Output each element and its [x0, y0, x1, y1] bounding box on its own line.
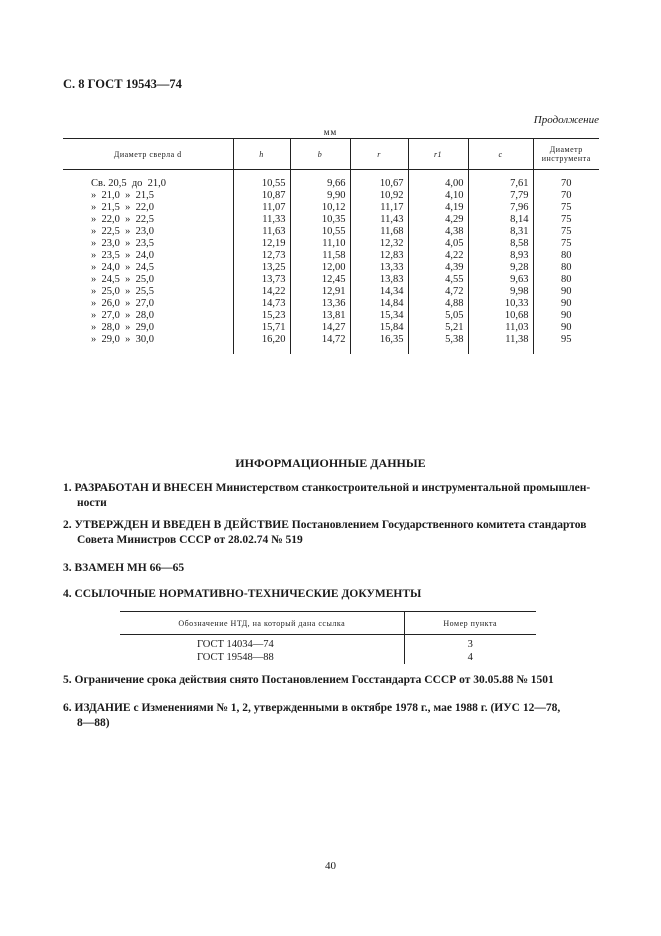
table-cell: 15,34: [350, 310, 408, 322]
table-cell: 13,83: [350, 274, 408, 286]
table-cell: 11,03: [468, 322, 533, 334]
col-header-c: c: [468, 139, 533, 170]
table-row: [63, 214, 599, 226]
col-header-clause: Номер пункта: [404, 612, 536, 635]
table-row: [63, 334, 599, 354]
table-cell: 7,96: [468, 202, 533, 214]
table-cell: 12,73: [233, 250, 290, 262]
info-item-2-line2: Совета Министров СССР от 28.02.74 № 519: [77, 534, 303, 546]
references-table: [120, 611, 536, 664]
table-cell: » 28,0 » 29,0: [91, 322, 154, 333]
table-cell: » 26,0 » 27,0: [91, 298, 154, 309]
table-row: [63, 190, 599, 202]
table-cell: 75: [533, 202, 599, 214]
table-cell: 7,79: [468, 190, 533, 202]
table-cell: 80: [533, 262, 599, 274]
table-row: [63, 310, 599, 322]
table-cell: 11,07: [233, 202, 290, 214]
col-header-document: Обозначение НТД, на который дана ссылка: [120, 612, 404, 635]
table-row: [63, 322, 599, 334]
table-cell: 11,43: [350, 214, 408, 226]
table-cell: » 22,5 » 23,0: [91, 226, 154, 237]
page-header: С. 8 ГОСТ 19543—74: [63, 77, 182, 91]
table-cell: ГОСТ 19548—88: [197, 652, 274, 663]
table-cell: 10,55: [290, 226, 350, 238]
table-cell: 8,58: [468, 238, 533, 250]
table-cell: 15,23: [233, 310, 290, 322]
table-cell: 13,73: [233, 274, 290, 286]
col-header-b: b: [290, 139, 350, 170]
table-cell: 75: [533, 238, 599, 250]
table-cell: 4,55: [408, 274, 468, 286]
table-cell: » 21,5 » 22,0: [91, 202, 154, 213]
table-cell: » 25,0 » 25,5: [91, 286, 154, 297]
table-cell: 11,17: [350, 202, 408, 214]
table-cell: 9,98: [468, 286, 533, 298]
table-cell: 12,32: [350, 238, 408, 250]
table-cell: 7,61: [468, 170, 533, 191]
info-item-1-line2: ности: [77, 497, 107, 509]
table-cell: » 22,0 » 22,5: [91, 214, 154, 225]
table-cell: 5,38: [408, 334, 468, 354]
table-cell: 70: [533, 190, 599, 202]
table-row: [63, 250, 599, 262]
table-cell: 90: [533, 322, 599, 334]
table-cell: 90: [533, 286, 599, 298]
table-cell: ГОСТ 14034—74: [197, 639, 274, 650]
table-cell: 9,28: [468, 262, 533, 274]
table-cell: 11,38: [468, 334, 533, 354]
table-cell: » 23,5 » 24,0: [91, 250, 154, 261]
table-cell: 4,00: [408, 170, 468, 191]
table-row: [63, 262, 599, 274]
table-cell: 16,35: [350, 334, 408, 354]
continuation-label: Продолжение: [533, 114, 599, 126]
table-cell: 10,67: [350, 170, 408, 191]
table-cell: 4,38: [408, 226, 468, 238]
table-cell: 12,83: [350, 250, 408, 262]
table-cell: 14,84: [350, 298, 408, 310]
page-number: 40: [325, 860, 336, 872]
table-cell: 4,19: [408, 202, 468, 214]
info-item-6: [63, 701, 599, 731]
col-header-r: r: [350, 139, 408, 170]
table-row: [63, 286, 599, 298]
table-cell: 70: [533, 170, 599, 191]
table-cell: 12,00: [290, 262, 350, 274]
table-cell: 90: [533, 298, 599, 310]
table-cell: 4,39: [408, 262, 468, 274]
table-cell: » 27,0 » 28,0: [91, 310, 154, 321]
table-cell: 12,19: [233, 238, 290, 250]
info-item-4: 4. ССЫЛОЧНЫЕ НОРМАТИВНО-ТЕХНИЧЕСКИЕ ДОКУМЕНТЫ: [63, 588, 422, 600]
table-cell: » 23,0 » 23,5: [91, 238, 154, 249]
info-item-1: [63, 481, 599, 511]
table-cell: » 29,0 » 30,0: [91, 334, 154, 345]
table-cell: 14,22: [233, 286, 290, 298]
table-row: [63, 226, 599, 238]
table-cell: 9,63: [468, 274, 533, 286]
table-header-row: [120, 612, 536, 635]
table-row: [63, 202, 599, 214]
table-cell: 8,14: [468, 214, 533, 226]
table-cell: » 21,0 » 21,5: [91, 190, 154, 201]
col-header-diameter: Диаметр сверла d: [63, 139, 233, 170]
table-cell: 15,71: [233, 322, 290, 334]
info-item-2-line1: 2. УТВЕРЖДЕН И ВВЕДЕН В ДЕЙСТВИЕ Постановлением Государственного комитета стандартов: [63, 519, 587, 531]
table-cell: 14,27: [290, 322, 350, 334]
col-header-h: h: [233, 139, 290, 170]
table-row: [120, 635, 536, 652]
info-item-6-line2: 8—88): [77, 717, 110, 729]
table-cell: 90: [533, 310, 599, 322]
table-cell: 10,35: [290, 214, 350, 226]
table-cell: 14,34: [350, 286, 408, 298]
table-cell: 14,73: [233, 298, 290, 310]
table-cell: 9,90: [290, 190, 350, 202]
table-cell: » 24,5 » 25,0: [91, 274, 154, 285]
table-cell: » 24,0 » 24,5: [91, 262, 154, 273]
table-row: [63, 238, 599, 250]
table-cell: 4,72: [408, 286, 468, 298]
table-cell: 13,81: [290, 310, 350, 322]
table-cell: 10,87: [233, 190, 290, 202]
info-section-title: ИНФОРМАЦИОННЫЕ ДАННЫЕ: [235, 456, 426, 470]
table-row: [63, 274, 599, 286]
table-cell: 14,72: [290, 334, 350, 354]
table-cell: 13,33: [350, 262, 408, 274]
info-item-6-line1: 6. ИЗДАНИЕ с Изменениями № 1, 2, утвержденными в октябре 1978 г., мае 1988 г. (ИУС 12—78,: [63, 702, 561, 714]
col-header-tool-diameter: Диаметр инструмента: [533, 139, 599, 170]
table-cell: 5,05: [408, 310, 468, 322]
table-cell: 10,55: [233, 170, 290, 191]
table-cell: 75: [533, 226, 599, 238]
info-item-2: [63, 518, 599, 548]
table-cell: 12,45: [290, 274, 350, 286]
drill-dimensions-table: [63, 138, 599, 354]
table-cell: 95: [533, 334, 599, 354]
table-cell: 4,29: [408, 214, 468, 226]
table-cell: 80: [533, 274, 599, 286]
table-cell: 5,21: [408, 322, 468, 334]
table-cell: 11,10: [290, 238, 350, 250]
table-row: [63, 298, 599, 310]
table-cell: 11,63: [233, 226, 290, 238]
unit-label: мм: [323, 127, 338, 137]
table-cell: 80: [533, 250, 599, 262]
table-cell: 13,36: [290, 298, 350, 310]
table-cell: 10,92: [350, 190, 408, 202]
table-cell: 11,58: [290, 250, 350, 262]
table-cell: 11,68: [350, 226, 408, 238]
table-cell: 75: [533, 214, 599, 226]
table-cell: 3: [404, 635, 536, 652]
table-cell: 12,91: [290, 286, 350, 298]
table-cell: 10,33: [468, 298, 533, 310]
table-cell: 4,22: [408, 250, 468, 262]
info-item-1-line1: 1. РАЗРАБОТАН И ВНЕСЕН Министерством станкостроительной и инструментальной промышлен-: [63, 482, 591, 494]
col-header-r1: r1: [408, 139, 468, 170]
info-item-3: 3. ВЗАМЕН МН 66—65: [63, 562, 185, 574]
table-cell: 4,10: [408, 190, 468, 202]
table-cell: 9,66: [290, 170, 350, 191]
table-header-row: [63, 139, 599, 170]
table-cell: 10,68: [468, 310, 533, 322]
table-cell: 16,20: [233, 334, 290, 354]
table-cell: 15,84: [350, 322, 408, 334]
table-cell: 8,31: [468, 226, 533, 238]
table-cell: 4: [404, 651, 536, 664]
table-cell: 13,25: [233, 262, 290, 274]
table-cell: 11,33: [233, 214, 290, 226]
table-row: [63, 170, 599, 191]
table-cell: 4,05: [408, 238, 468, 250]
table-cell: 10,12: [290, 202, 350, 214]
info-item-5: 5. Ограничение срока действия снято Постановлением Госстандарта СССР от 30.05.88 № 1501: [63, 674, 554, 686]
table-cell: Св. 20,5 до 21,0: [91, 178, 167, 189]
table-row: [120, 651, 536, 664]
table-cell: 8,93: [468, 250, 533, 262]
table-cell: 4,88: [408, 298, 468, 310]
